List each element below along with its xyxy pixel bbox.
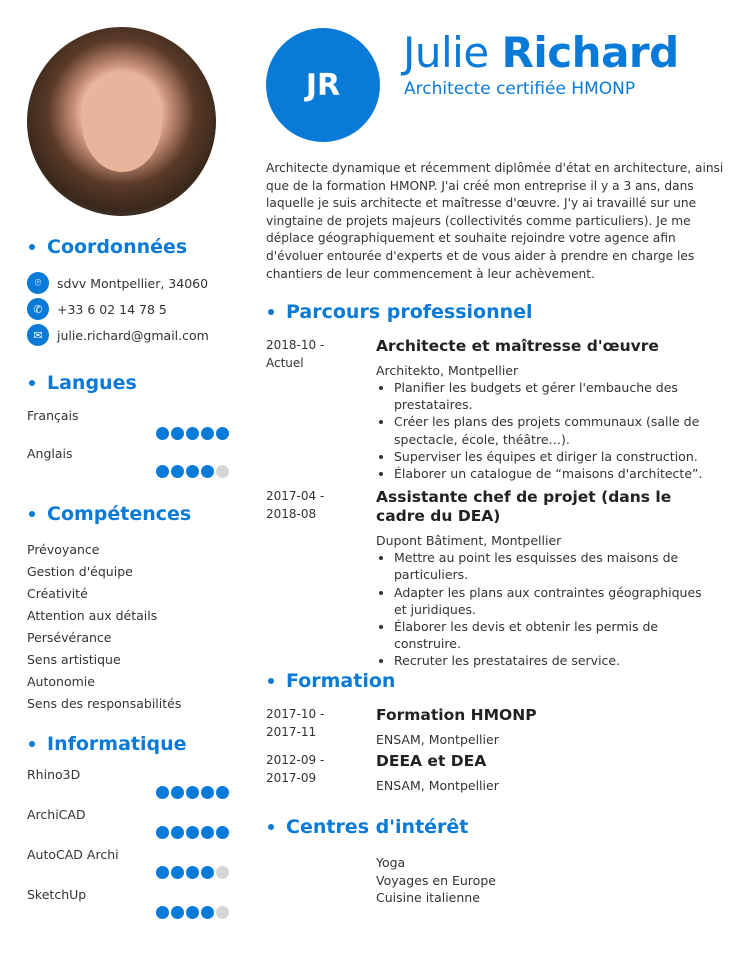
date-start: 2017-10 - xyxy=(266,707,325,721)
degree-title: Formation HMONP xyxy=(376,706,537,724)
phone: +33 6 02 14 78 5 xyxy=(57,301,167,317)
skill-item: Autonomie xyxy=(27,674,95,689)
skill-item: Gestion d'équipe xyxy=(27,564,133,579)
section-heading: Parcours professionnel xyxy=(266,301,726,323)
company: Architekto, Montpellier xyxy=(376,363,519,378)
date-end: 2018-08 xyxy=(266,506,317,521)
email-link[interactable]: julie.richard@gmail.com xyxy=(57,327,209,343)
rated-item xyxy=(27,847,232,879)
entry-body xyxy=(376,752,499,794)
skills-section xyxy=(27,503,232,718)
task-item: • Adapter les plans aux contraintes géographiques et juridiques. xyxy=(394,584,716,618)
rating-dot-filled xyxy=(171,906,184,919)
entry-body xyxy=(376,706,537,748)
school: ENSAM, Montpellier xyxy=(376,778,499,793)
task-item: • Recruter les prestataires de service. xyxy=(394,652,716,669)
rating-dot-filled xyxy=(186,465,199,478)
experience-section xyxy=(266,301,726,676)
candidate-name xyxy=(403,28,679,77)
rated-item xyxy=(27,408,232,440)
rating-dot-filled xyxy=(201,786,214,799)
experience-entry xyxy=(266,488,726,669)
phone-icon: ✆ xyxy=(27,298,49,320)
rating-dot-filled xyxy=(186,906,199,919)
rating-dots xyxy=(27,826,229,839)
rating-dots xyxy=(27,427,229,440)
email-row[interactable] xyxy=(27,322,232,348)
date-start: 2017-04 - xyxy=(266,489,325,504)
rating-dot-filled xyxy=(171,826,184,839)
rating-dot-filled xyxy=(186,786,199,799)
rating-dot-filled xyxy=(186,866,199,879)
rating-dot-filled xyxy=(171,465,184,478)
rating-dots xyxy=(27,866,229,879)
address: sdvv Montpellier, 34060 xyxy=(57,275,209,291)
task-item: • Mettre au point les esquisses des maisons de particuliers. xyxy=(394,549,716,583)
location-icon: ⌾ xyxy=(27,272,49,294)
date-end: 2017-09 xyxy=(266,770,317,785)
school: ENSAM, Montpellier xyxy=(376,732,499,747)
skill-item: Sens artistique xyxy=(27,652,121,667)
skill-item: Prévoyance xyxy=(27,542,100,557)
skill-item: Sens des responsabilités xyxy=(27,696,182,711)
job-title: Architecte et maîtresse d'œuvre xyxy=(376,337,659,355)
skill-item: Attention aux détails xyxy=(27,608,158,623)
job-title: Assistante chef de projet (dans le cadre du DEA) xyxy=(376,488,672,526)
rating-dot-filled xyxy=(216,786,229,799)
rated-item xyxy=(27,807,232,839)
skill-item: Persévérance xyxy=(27,630,112,645)
interests-section xyxy=(266,816,726,907)
education-section xyxy=(266,670,726,798)
item-name: Anglais xyxy=(27,446,73,461)
software-section xyxy=(27,733,232,927)
date-end: 2017-11 xyxy=(266,724,317,739)
item-name: Français xyxy=(27,408,79,423)
item-name: SketchUp xyxy=(27,887,87,902)
date-start: 2018-10 - xyxy=(266,338,325,352)
last-name: Richard xyxy=(501,28,679,77)
rated-item xyxy=(27,446,232,478)
rating-dot-empty xyxy=(216,866,229,879)
company: Dupont Bâtiment, Montpellier xyxy=(376,533,562,549)
item-name: Rhino3D xyxy=(27,767,81,782)
rating-dot-filled xyxy=(156,826,169,839)
rating-dot-filled xyxy=(156,906,169,919)
rating-dot-filled xyxy=(156,465,169,478)
task-item: • Planifier les budgets et gérer l'embauche des prestataires. xyxy=(394,379,716,413)
entry-date xyxy=(266,337,376,482)
section-heading: Informatique xyxy=(27,733,232,755)
rating-dot-filled xyxy=(171,866,184,879)
rating-dots xyxy=(27,465,229,478)
rating-dot-empty xyxy=(216,906,229,919)
first-name: Julie xyxy=(403,28,489,77)
rating-dot-filled xyxy=(216,826,229,839)
rating-dot-filled xyxy=(201,906,214,919)
rating-dot-filled xyxy=(201,866,214,879)
date-start: 2012-09 - xyxy=(266,753,325,767)
date-end: Actuel xyxy=(266,355,304,370)
rating-dot-filled xyxy=(201,826,214,839)
task-list xyxy=(394,549,716,669)
address-row xyxy=(27,270,232,296)
rating-dot-filled xyxy=(186,427,199,440)
section-heading: Formation xyxy=(266,670,726,692)
section-heading: Compétences xyxy=(27,503,232,525)
interest-item: Voyages en Europe xyxy=(376,872,496,888)
rating-dot-filled xyxy=(156,866,169,879)
entry-body xyxy=(376,337,716,482)
face-placeholder xyxy=(82,72,162,172)
contact-section xyxy=(27,236,232,348)
rating-dot-filled xyxy=(201,427,214,440)
languages-section xyxy=(27,372,232,484)
rating-dots xyxy=(27,906,229,919)
degree-title: DEEA et DEA xyxy=(376,752,487,770)
rating-dot-filled xyxy=(201,465,214,478)
profile-summary: Architecte dynamique et récemment diplômée d'état en architecture, ainsi que de la formation HMONP. J'ai créé mon entreprise il y a 3 ans, dans laquelle je suis architecte et maîtresse d'œuvre. J'y ai travaillé sur une vingtaine de projets majeurs (collectivités comme particuliers). Je me déplace géographiquement et souhaite rejoindre votre agence afin d'évoluer entourée d'experts et de vous aider à prendre en charge les chantiers de leur commencement à leur achèvement. xyxy=(266,161,724,281)
profile-photo xyxy=(27,27,216,216)
task-item: • Superviser les équipes et diriger la construction. xyxy=(394,448,716,465)
task-item: • Créer les plans des projets communaux (salle de spectacle, école, théâtre…). xyxy=(394,413,716,447)
experience-entry xyxy=(266,337,726,482)
entry-body xyxy=(376,488,716,669)
rating-dot-filled xyxy=(171,427,184,440)
rated-item xyxy=(27,767,232,799)
rating-dot-filled xyxy=(156,427,169,440)
interest-item: Yoga xyxy=(376,855,406,870)
section-heading: Langues xyxy=(27,372,232,394)
task-list xyxy=(394,379,716,482)
education-entry xyxy=(266,752,726,794)
entry-date xyxy=(266,706,376,748)
interest-item: Cuisine italienne xyxy=(376,890,480,905)
rating-dot-filled xyxy=(171,786,184,799)
initials-badge: JR xyxy=(266,28,380,142)
education-entry xyxy=(266,706,726,748)
rating-dots xyxy=(27,786,229,799)
rating-dot-filled xyxy=(216,427,229,440)
job-title: Architecte certifiée HMONP xyxy=(404,79,636,99)
skill-item: Créativité xyxy=(27,586,88,601)
item-name: AutoCAD Archi xyxy=(27,847,119,862)
item-name: ArchiCAD xyxy=(27,807,86,822)
rating-dot-filled xyxy=(156,786,169,799)
task-item: • Élaborer les devis et obtenir les permis de construire. xyxy=(394,618,716,652)
task-item: • Élaborer un catalogue de “maisons d'architecte”. xyxy=(394,465,716,482)
rated-item xyxy=(27,887,232,919)
section-heading: Centres d'intérêt xyxy=(266,816,726,838)
entry-date xyxy=(266,752,376,794)
phone-row xyxy=(27,296,232,322)
section-heading: Coordonnées xyxy=(27,236,232,258)
rating-dot-empty xyxy=(216,465,229,478)
email-icon: ✉ xyxy=(27,324,49,346)
rating-dot-filled xyxy=(186,826,199,839)
entry-date xyxy=(266,488,376,669)
